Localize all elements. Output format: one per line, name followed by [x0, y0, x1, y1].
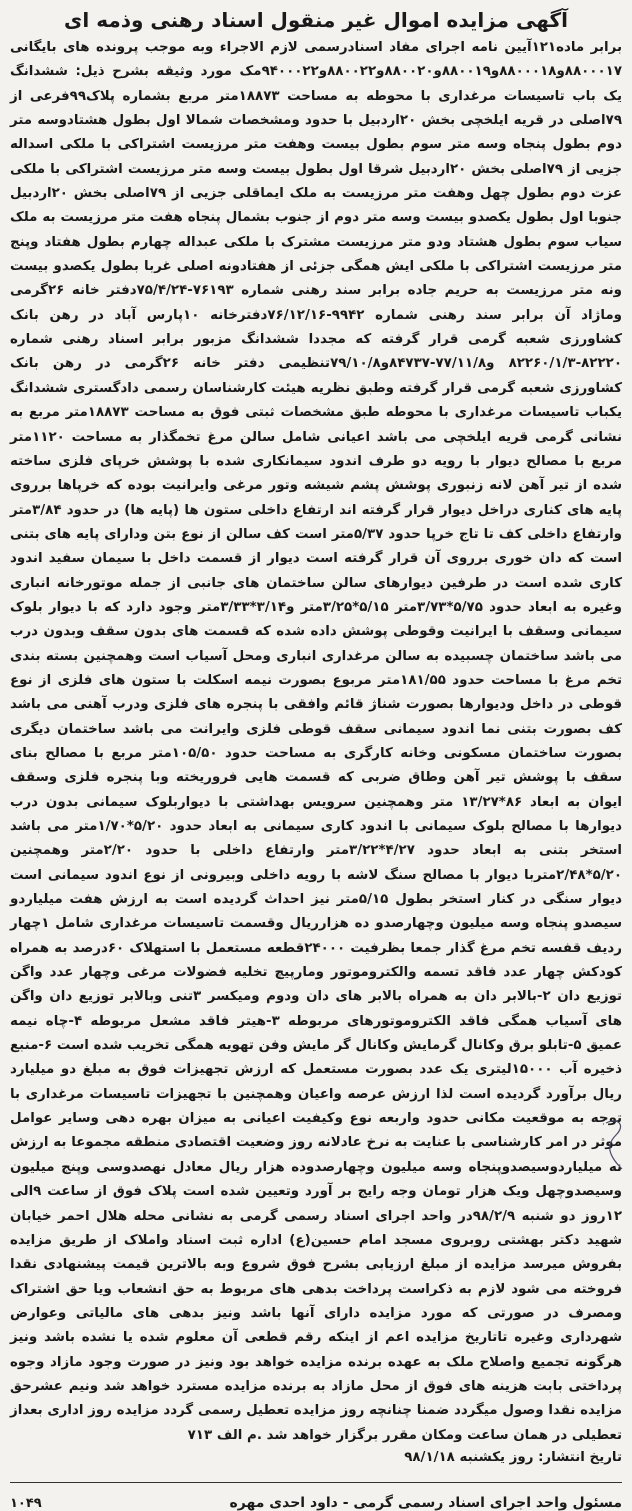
notice-title: آگهی مزایده اموال غیر منقول اسناد رهنی وذمه ای [64, 8, 568, 32]
notice-body: برابر ماده۱۲۱آیین نامه اجرای مفاد اسنادرسمی لازم الاجراء وبه موجب پرونده های بایگانی ۸۸۰۰۰۱۷و۸۸۰۰۰۱۸و۸۸۰۰۱۹و۸۸۰۰۲۰و۸۸۰۰۲۲و۹۴۰۰۰۲۲مک مورد وثیقه بشرح ذیل: ششدانگ یک باب تاسیسات مرغداری با محوطه به مساحت ۱۸۸۷۳متر مربع بشماره پلاک۹۹فرعی از ۷۹اصلی در قریه ایلخچی بخش ۲۰اردبیل با حدود ومشخصات شمالا اول بطول هشتادوسه متر دوم بطول پنجاه وسه متر سوم بطول بیست وهفت متر مرزیست اشتراکی با ملکی اسداله جزیی از ۷۹اصلی بخش ۲۰اردبیل شرقا اول بطول بیست وسه متر مرزیست اشتراکی با ملکی عزت دوم بطول چهل وهفت متر مرزیست به ملک ایماقلی جزیی از ۷۹اصلی بخش ۲۰اردبیل جنوبا اول بطول یکصدو بیست وسه متر دوم از جنوب بشمال پنجاه هفت متر مرزیست به ملک سیاب سوم بطول هشتاد ودو متر مرزیست مشترک با ملکی عبداله چهارم بطول هفتاد وپنج متر مرزیست اشتراکی با ملکی ایش همگی جزئی از هفتادونه اصلی غربا بطول یکصدو بیست ونه متر مرزیست به حریم جاده برابر سند رهنی شماره ۷۶۱۹۳-۷۵/۴/۲۴دفتر خانه ۲۶گرمی وماژاد آن برابر سند رهنی شماره ۹۹۴۲-۷۶/۱۲/۱۶دفترخانه ۱۰پارس آباد در رهن بانک کشاورزی شعبه گرمی قرار گرفته که مجددا ششدانگ مزبور برابر اسناد رهنی شماره ۸۲۲۲۰-۸۲۲۶۰/۱/۳ و۷۷/۱۱/۸-۸۴۷۳۷و۷۹/۱۰/۸تنظیمی دفتر خانه ۲۶گرمی در رهن بانک کشاورزی شعبه گرمی قرار گرفته وطبق نظریه هیئت کارشناسان رسمی دادگستری ششدانگ یکباب تاسیسات مرغداری با محوطه طبق مشخصات ثبتی فوق به مساحت ۱۸۸۷۳متر مربع به نشانی گرمی قریه ایلخچی می باشد اعیانی شامل سالن مرغ تخمگذار به مساحت ۱۱۲۰متر مربع با مصالح دیوار با رویه دو طرف اندود سیمانکاری شده با پوشش خرپای فلزی ساخته شده از تیر آهن لانه زنبوری پوشش پشم شیشه وتور مرغی وایرانیت بوده که خرپاها برروی پایه های کناری دراخل دیوار قرار گرفته اند ارتفاع داخلی ستون ها (پایه ها) در حدود ۳/۸۴متر وارتفاع داخلی کف تا تاج خرپا حدود ۵/۳۷متر است کف سالن از نوع بتن ودارای پایه های بتنی است که دان خوری برروی آن قرار گرفته است دیوار از قسمت داخل با سیمان سفید اندود کاری شده است در طرفین دیوارهای سالن ساختمان های جانبی از جمله موتورخانه انباری وغیره به ابعاد حدود ۵/۷۵*۳/۷۳متر ۵/۱۵*۳/۲۵متر و۳/۱۴*۳/۳۳متر وجود دارد که با دیوار بلوک سیمانی وسقف با ایرانیت وقوطی پوشش داده شده که قسمت های بدون سقف وبدون درب می باشد ساختمان چسبیده به سالن مرغداری انباری ومحل آسیاب است وهمچنین بسته بندی تخم مرغ با مساحت حدود ۱۸۱/۵۵متر مربوع بصورت نیمه اسکلت با ستون های فلزی از نوع قوطی در داخل ودیوارها بصورت شناژ قائم وافقی با پنجره های فلزی ودرب آهنی می باشد کف بصورت بتنی نما اندود سیمانی سقف قوطی فلزی وایرانت می باشد ساختمان دیگری بصورت ساختمان مسکونی وخانه کارگری به مساحت حدود ۱۰۵/۵۰متر مربع با مصالح بنای سقف با پوشش تیر آهن وطاق ضربی که قسمت هایی فروریخته وبا پنجره فلزی وسقف ایوان به ابعاد ۸۶*۱۳/۲۷ متر وهمچنین سرویس بهداشتی با دیواربلوک سیمانی بدون درب دیوارها با مصالح بلوک سیمانی با اندود کاری سیمانی به ابعاد حدود ۵/۲۰*۱/۷۰متر می باشد استخر بتنی به ابعاد حدود ۴/۲۷*۳/۲۲متر وارتفاع داخلی با حدود ۲/۲۰متر وهمچنین ۵/۲۰*۲/۴۸متربا دیوار با مصالح سنگ لاشه با رویه داخلی وبیرونی از نوع اندود سیمانی است دیوار سنگی در کنار استخر بطول ۵/۱۵متر نیز احداث گردیده است به ارزش هفت میلیاردو سیصدو پنجاه وسه میلیون وچهارصدو ده هزارریال وقسمت تاسیسات مرغداری شامل ۱چهار ردیف قفسه تخم مرغ گذار جمعا بظرفیت ۲۴۰۰۰قطعه مستعمل با استهلاک ۶۰درصد به همراه کودکش چهار عدد فاقد تسمه والکتروموتور ومارپیچ تخلیه فضولات مرغی وچهار عدد واگن توزیع دان ۲-بالابر دان به همراه بالابر های دان ودوم ومیکسر ۳تنی وبالابر توزیع دان واگن های آسیاب همگی فاقد الکتروموتورهای مربوطه ۳-هیتر فاقد مشعل مربوطه ۴-چاه نیمه عمیق ۵-تابلو برق وکانال گرمایش وکانال گر مایش وفن تهویه همگی تخریب شده است ۶-منبع ذخیره آب ۱۵۰۰۰لیتری یک عدد بصورت مستعمل که ارزش تجهیزات فوق به مبلغ دو میلیارد ریال برآورد گردیده است لذا ارزش عرصه واعیان وهمچنین با تجهیزات تاسیسات مرغداری با توجه به موقعیت مکانی حدود واربعه نوع وکیفیت اعیانی به میزان بهره دهی وسایر عوامل موثر در امر کارشناسی با عنایت به نرخ عادلانه روز وضعیت اقتصادی منطقه مجموعا به ارزش نه میلیاردوسیصدوپنجاه وسه میلیون وچهارصدوده هزار ریال معادل نهصدوسی وپنج میلیون وسیصدوچهل ویک هزار تومان وجه رایج بر آورد وتعیین شده است پلاک فوق از ساعت ۹الی ۱۲روز دو شنبه ۹۸/۲/۹در واحد اجرای اسناد رسمی گرمی به نشانی محله هلال احمر خیابان شهید دکتر بهشتی روبروی مسجد امام حسین(ع) اداره ثبت اسناد واملاک از طریق مزایده بفروش میرسد مزایده از مبلغ ارزیابی بشرح فوق شروع وبه بالاترین قیمت پیشنهادی نقدا فروخته می شود لازم به ذکراست پرداخت بدهی های مربوط به حق انشعاب ویا حق اشتراک ومصرف در صورتی که مورد مزایده دارای آنها باشد ونیز بدهی های مالیاتی وعوارض شهرداری وغیره تاتاریخ مزایده اعم از اینکه رقم قطعی آن معلوم شده یا نشده باشد ونیز هرگونه تجمیع واصلاح ملک به عهده برنده مزایده خواهد بود ونیز در صورت وجود مازاد وجوه پرداختی بابت هزینه های فوق از محل مازاد به برنده مزایده مسترد خواهد شد ونیم عشرحق مزایده نقدا وصول میگردد ضمنا چنانچه روز مزایده تعطیل رسمی گردد مزایده روز اداری بعداز تعطیلی در همان ساعت ومکان مقرر برگزار خواهد شد .م الف ۷۱۳ [10, 40, 623, 1443]
notice-dates [10, 1448, 622, 1468]
divider [10, 1482, 622, 1483]
signature: مسئول واحد اجرای اسناد رسمی گرمی - داود احدی مهره [229, 1494, 622, 1511]
notice-footer [10, 1495, 622, 1511]
ad-code: ۱۰۴۹ [10, 1495, 42, 1511]
pen-mark-icon [604, 1115, 628, 1175]
publish-date: تاریخ انتشار: روز یکشنبه ۹۸/۱/۱۸ [404, 1449, 622, 1465]
